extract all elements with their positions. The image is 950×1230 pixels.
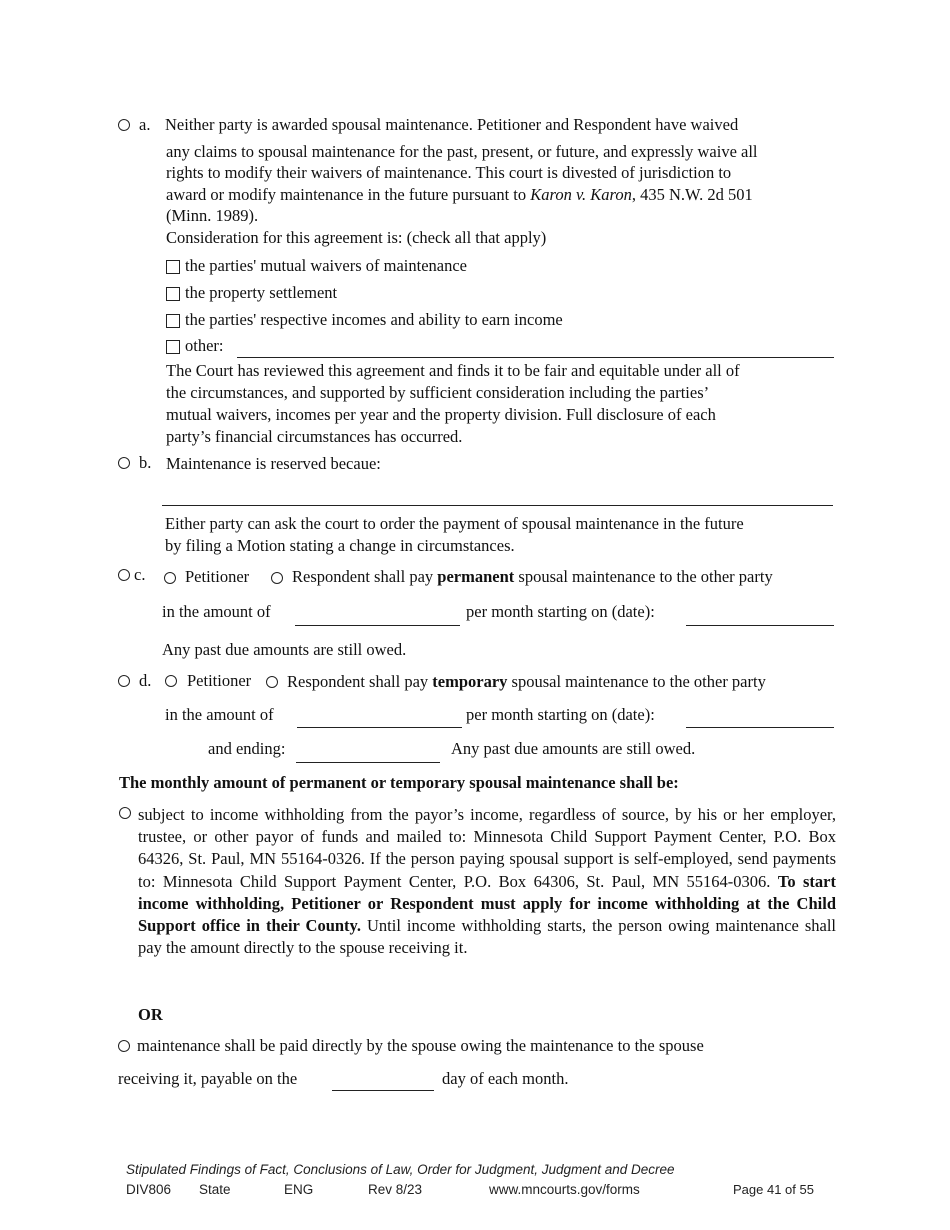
temporary-emphasis: temporary <box>432 672 508 691</box>
option-d-label: d. <box>139 671 152 690</box>
footer-title-text: Stipulated Findings of Fact, Conclusions of Law, Order for Judgment, Judgment and Decree <box>126 1162 675 1177</box>
option-a-line5: (Minn. 1989). <box>166 206 259 225</box>
option-b-text: Maintenance is reserved becaue: <box>166 454 381 473</box>
option-a-line4-post: , 435 N.W. 2d 501 <box>631 185 753 204</box>
option-b-note-line2: by filing a Motion stating a change in circumstances. <box>165 536 515 555</box>
or-label-text: OR <box>138 1005 163 1024</box>
checkbox-incomes-label: the parties' respective incomes and ability to earn income <box>185 310 563 329</box>
option-c-amount-label: in the amount of <box>162 602 271 621</box>
or-label <box>138 1005 163 1025</box>
footer-title <box>126 1162 675 1177</box>
option-c-past-due: Any past due amounts are still owed. <box>162 640 407 659</box>
option-d-radio[interactable] <box>118 675 130 687</box>
option-b-label: b. <box>139 453 152 472</box>
option-d-past-due: Any past due amounts are still owed. <box>451 739 696 758</box>
direct-payment-radio[interactable] <box>118 1040 130 1052</box>
withholding-radio[interactable] <box>119 807 131 819</box>
direct-line1: maintenance shall be paid directly by the spouse owing the maintenance to the spouse <box>137 1036 704 1055</box>
other-input-line[interactable] <box>237 357 834 358</box>
withholding-text-bold: To start income withholding, Petitioner or Respondent must apply for income withholding at the Child Support office in their County. <box>138 871 836 936</box>
option-c-label: c. <box>134 565 146 584</box>
option-a-radio[interactable] <box>118 119 130 131</box>
option-d-respondent-pre: Respondent shall pay <box>287 672 433 691</box>
option-c-start-date-field[interactable] <box>686 625 834 626</box>
court-review-line3: mutual waivers, incomes per year and the property division. Full disclosure of each <box>166 405 716 424</box>
court-review-line4: party’s financial circumstances has occurred. <box>166 427 463 446</box>
permanent-emphasis: permanent <box>437 567 515 586</box>
option-c-petitioner: Petitioner <box>185 567 250 586</box>
option-c-start-label: per month starting on (date): <box>466 602 655 621</box>
option-d-respondent-post: spousal maintenance to the other party <box>507 672 766 691</box>
option-d-amount-label: in the amount of <box>165 705 274 724</box>
checkbox-property-settlement[interactable] <box>166 287 180 301</box>
option-c-radio[interactable] <box>118 569 130 581</box>
footer-website[interactable]: www.mncourts.gov/forms <box>489 1182 640 1197</box>
option-a-line4 <box>166 185 753 205</box>
withholding-text-pre: subject to income withholding from the payor’s income, regardless of source, by his or her employer, trustee, or other payor of funds and mailed to: Minnesota Child Support Payment Center, P.O. Box 64326, St. Paul, MN 55164-0326. If the person paying spousal support is self-employed, send payments to: Minnesota Child Support Payment Center, P.O. Box 64306, St. Paul, MN 55164-0306. <box>138 805 836 891</box>
checkbox-mutual-waivers[interactable] <box>166 260 180 274</box>
option-d-ending-label: and ending: <box>208 739 286 758</box>
direct-line2-post: day of each month. <box>442 1069 569 1088</box>
option-d-respondent-radio[interactable] <box>266 676 278 688</box>
checkbox-mutual-waivers-label: the parties' mutual waivers of maintenance <box>185 256 467 275</box>
option-d-petitioner: Petitioner <box>187 671 252 690</box>
option-b-note-line1: Either party can ask the court to order the payment of spousal maintenance in the future <box>165 514 744 533</box>
option-b-radio[interactable] <box>118 457 130 469</box>
footer-page-number: Page 41 of 55 <box>733 1182 814 1197</box>
footer-revision: Rev 8/23 <box>368 1182 423 1197</box>
option-a-label: a. <box>139 115 151 134</box>
checkbox-property-settlement-label: the property settlement <box>185 283 338 302</box>
footer-jurisdiction: State <box>199 1182 231 1197</box>
option-d-petitioner-radio[interactable] <box>165 675 177 687</box>
footer-language: ENG <box>284 1182 314 1197</box>
withholding-paragraph <box>138 804 836 959</box>
direct-line2-pre: receiving it, payable on the <box>118 1069 298 1088</box>
monthly-heading-text: The monthly amount of permanent or temporary spousal maintenance shall be: <box>119 773 679 792</box>
checkbox-other[interactable] <box>166 340 180 354</box>
withholding-text-post: Until income withholding starts, the person owing maintenance shall pay the amount directly to the spouse receiving it. <box>138 916 837 958</box>
option-c-respondent-text <box>292 567 773 587</box>
option-d-start-date-field[interactable] <box>686 727 834 728</box>
option-d-start-label: per month starting on (date): <box>466 705 655 724</box>
reserved-reason-line[interactable] <box>162 505 833 506</box>
option-d-amount-field[interactable] <box>297 727 462 728</box>
option-a-line1: Neither party is awarded spousal maintenance. Petitioner and Respondent have waived <box>165 115 739 134</box>
option-a-line4-pre: award or modify maintenance in the future pursuant to <box>166 185 531 204</box>
monthly-heading <box>119 773 679 793</box>
payment-day-field[interactable] <box>332 1090 434 1091</box>
option-d-respondent-text <box>287 672 766 692</box>
case-name: Karon v. Karon <box>530 185 632 204</box>
option-c-respondent-post: spousal maintenance to the other party <box>514 567 773 586</box>
option-c-respondent-pre: Respondent shall pay <box>292 567 438 586</box>
footer-form-id: DIV806 <box>126 1182 172 1197</box>
option-c-petitioner-radio[interactable] <box>164 572 176 584</box>
court-review-line2: the circumstances, and supported by sufficient consideration including the parties’ <box>166 383 710 402</box>
consideration-intro: Consideration for this agreement is: (check all that apply) <box>166 228 547 247</box>
option-c-amount-field[interactable] <box>295 625 460 626</box>
checkbox-other-label: other: <box>185 336 224 355</box>
checkbox-incomes[interactable] <box>166 314 180 328</box>
option-a-line3: rights to modify their waivers of maintenance. This court is divested of jurisdiction to <box>166 163 732 182</box>
option-c-respondent-radio[interactable] <box>271 572 283 584</box>
option-d-ending-date-field[interactable] <box>296 762 440 763</box>
option-a-line2: any claims to spousal maintenance for the past, present, or future, and expressly waive all <box>166 142 758 161</box>
court-review-line1: The Court has reviewed this agreement and finds it to be fair and equitable under all of <box>166 361 740 380</box>
